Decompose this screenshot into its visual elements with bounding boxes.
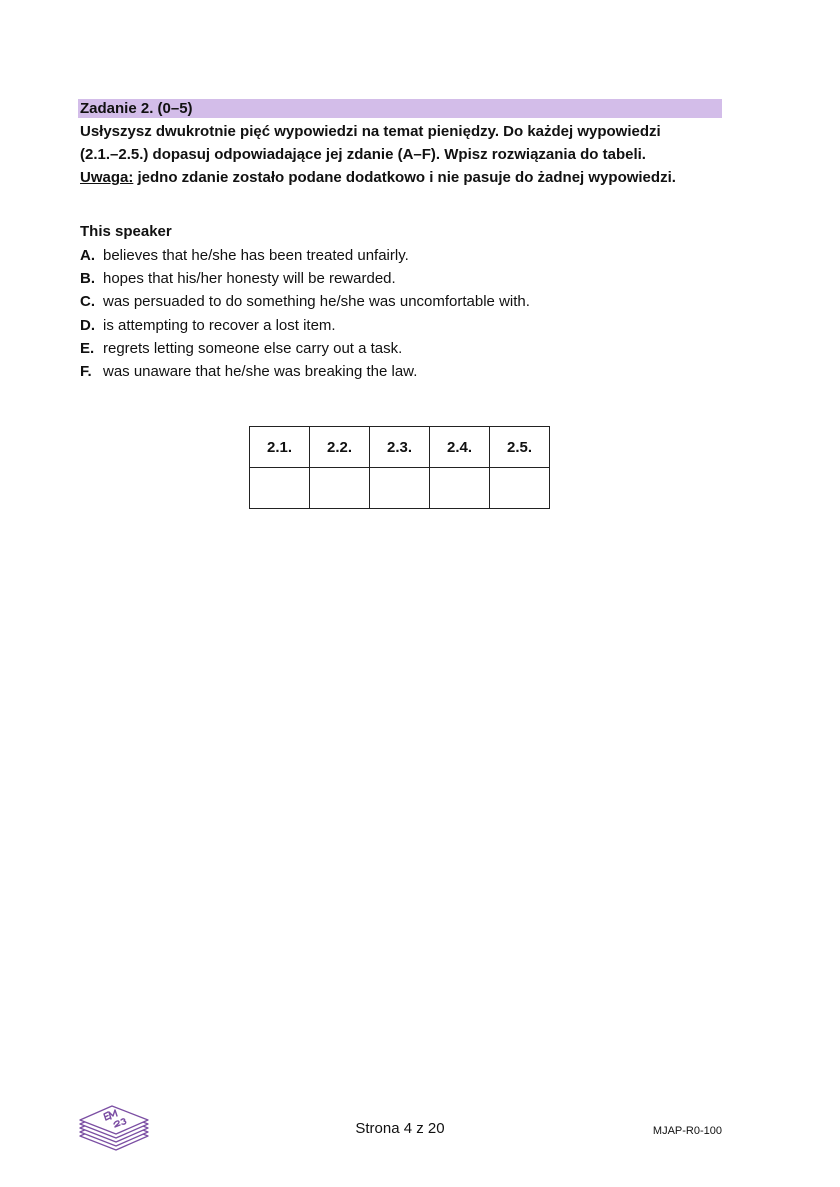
answer-table-input-row: [250, 468, 550, 509]
answer-table-header-row: [250, 427, 550, 468]
instruction-line-1: Usłyszysz dwukrotnie pięć wypowiedzi na temat pieniędzy. Do każdej wypowiedzi: [80, 123, 661, 140]
answer-header-2-4: 2.4.: [430, 427, 490, 468]
option-letter: F.: [80, 362, 92, 380]
option-letter: A.: [80, 247, 95, 264]
option-text: was persuaded to do something he/she was uncomfortable with.: [103, 293, 530, 311]
option-text: is attempting to recover a lost item.: [103, 316, 336, 334]
option-item: [80, 314, 530, 337]
page-number: Strona 4 z 20: [355, 1120, 445, 1137]
note-text: jedno zdanie zostało podane dodatkowo i nie pasuje do żadnej wypowiedzi.: [133, 169, 676, 186]
option-item: [80, 290, 530, 313]
option-letter: E.: [80, 339, 95, 357]
answer-cell-2-1[interactable]: [250, 468, 310, 509]
answer-cell-2-4[interactable]: [430, 468, 490, 509]
option-text: believes that he/she has been treated unfairly.: [103, 247, 409, 264]
options-list: [80, 244, 530, 383]
option-letter: B.: [80, 270, 95, 288]
answer-cell-2-3[interactable]: [370, 468, 430, 509]
option-letter: C.: [80, 293, 95, 311]
instruction-line-2: (2.1.–2.5.) dopasuj odpowiadające jej zdanie (A–F). Wpisz rozwiązania do tabeli.: [80, 146, 646, 163]
answer-cell-2-2[interactable]: [310, 468, 370, 509]
option-item: [80, 337, 530, 360]
option-text: was unaware that he/she was breaking the law.: [103, 362, 418, 380]
instruction-note: [80, 166, 730, 189]
answer-table: [249, 426, 550, 509]
answer-cell-2-5[interactable]: [490, 468, 550, 509]
answer-header-2-3: 2.3.: [370, 427, 430, 468]
document-code: MJAP-R0-100: [652, 1125, 722, 1137]
speaker-lead: This speaker: [80, 223, 172, 240]
option-item: [80, 244, 530, 267]
task-header: Zadanie 2. (0–5): [78, 99, 722, 118]
option-letter: D.: [80, 316, 95, 334]
answer-header-2-1: 2.1.: [250, 427, 310, 468]
option-text: hopes that his/her honesty will be rewarded.: [103, 270, 396, 288]
answer-header-2-2: 2.2.: [310, 427, 370, 468]
option-item: [80, 360, 530, 383]
option-text: regrets letting someone else carry out a task.: [103, 339, 403, 357]
option-item: [80, 267, 530, 290]
answer-header-2-5: 2.5.: [490, 427, 550, 468]
task-instructions: [80, 120, 730, 189]
note-label: Uwaga:: [80, 169, 134, 186]
